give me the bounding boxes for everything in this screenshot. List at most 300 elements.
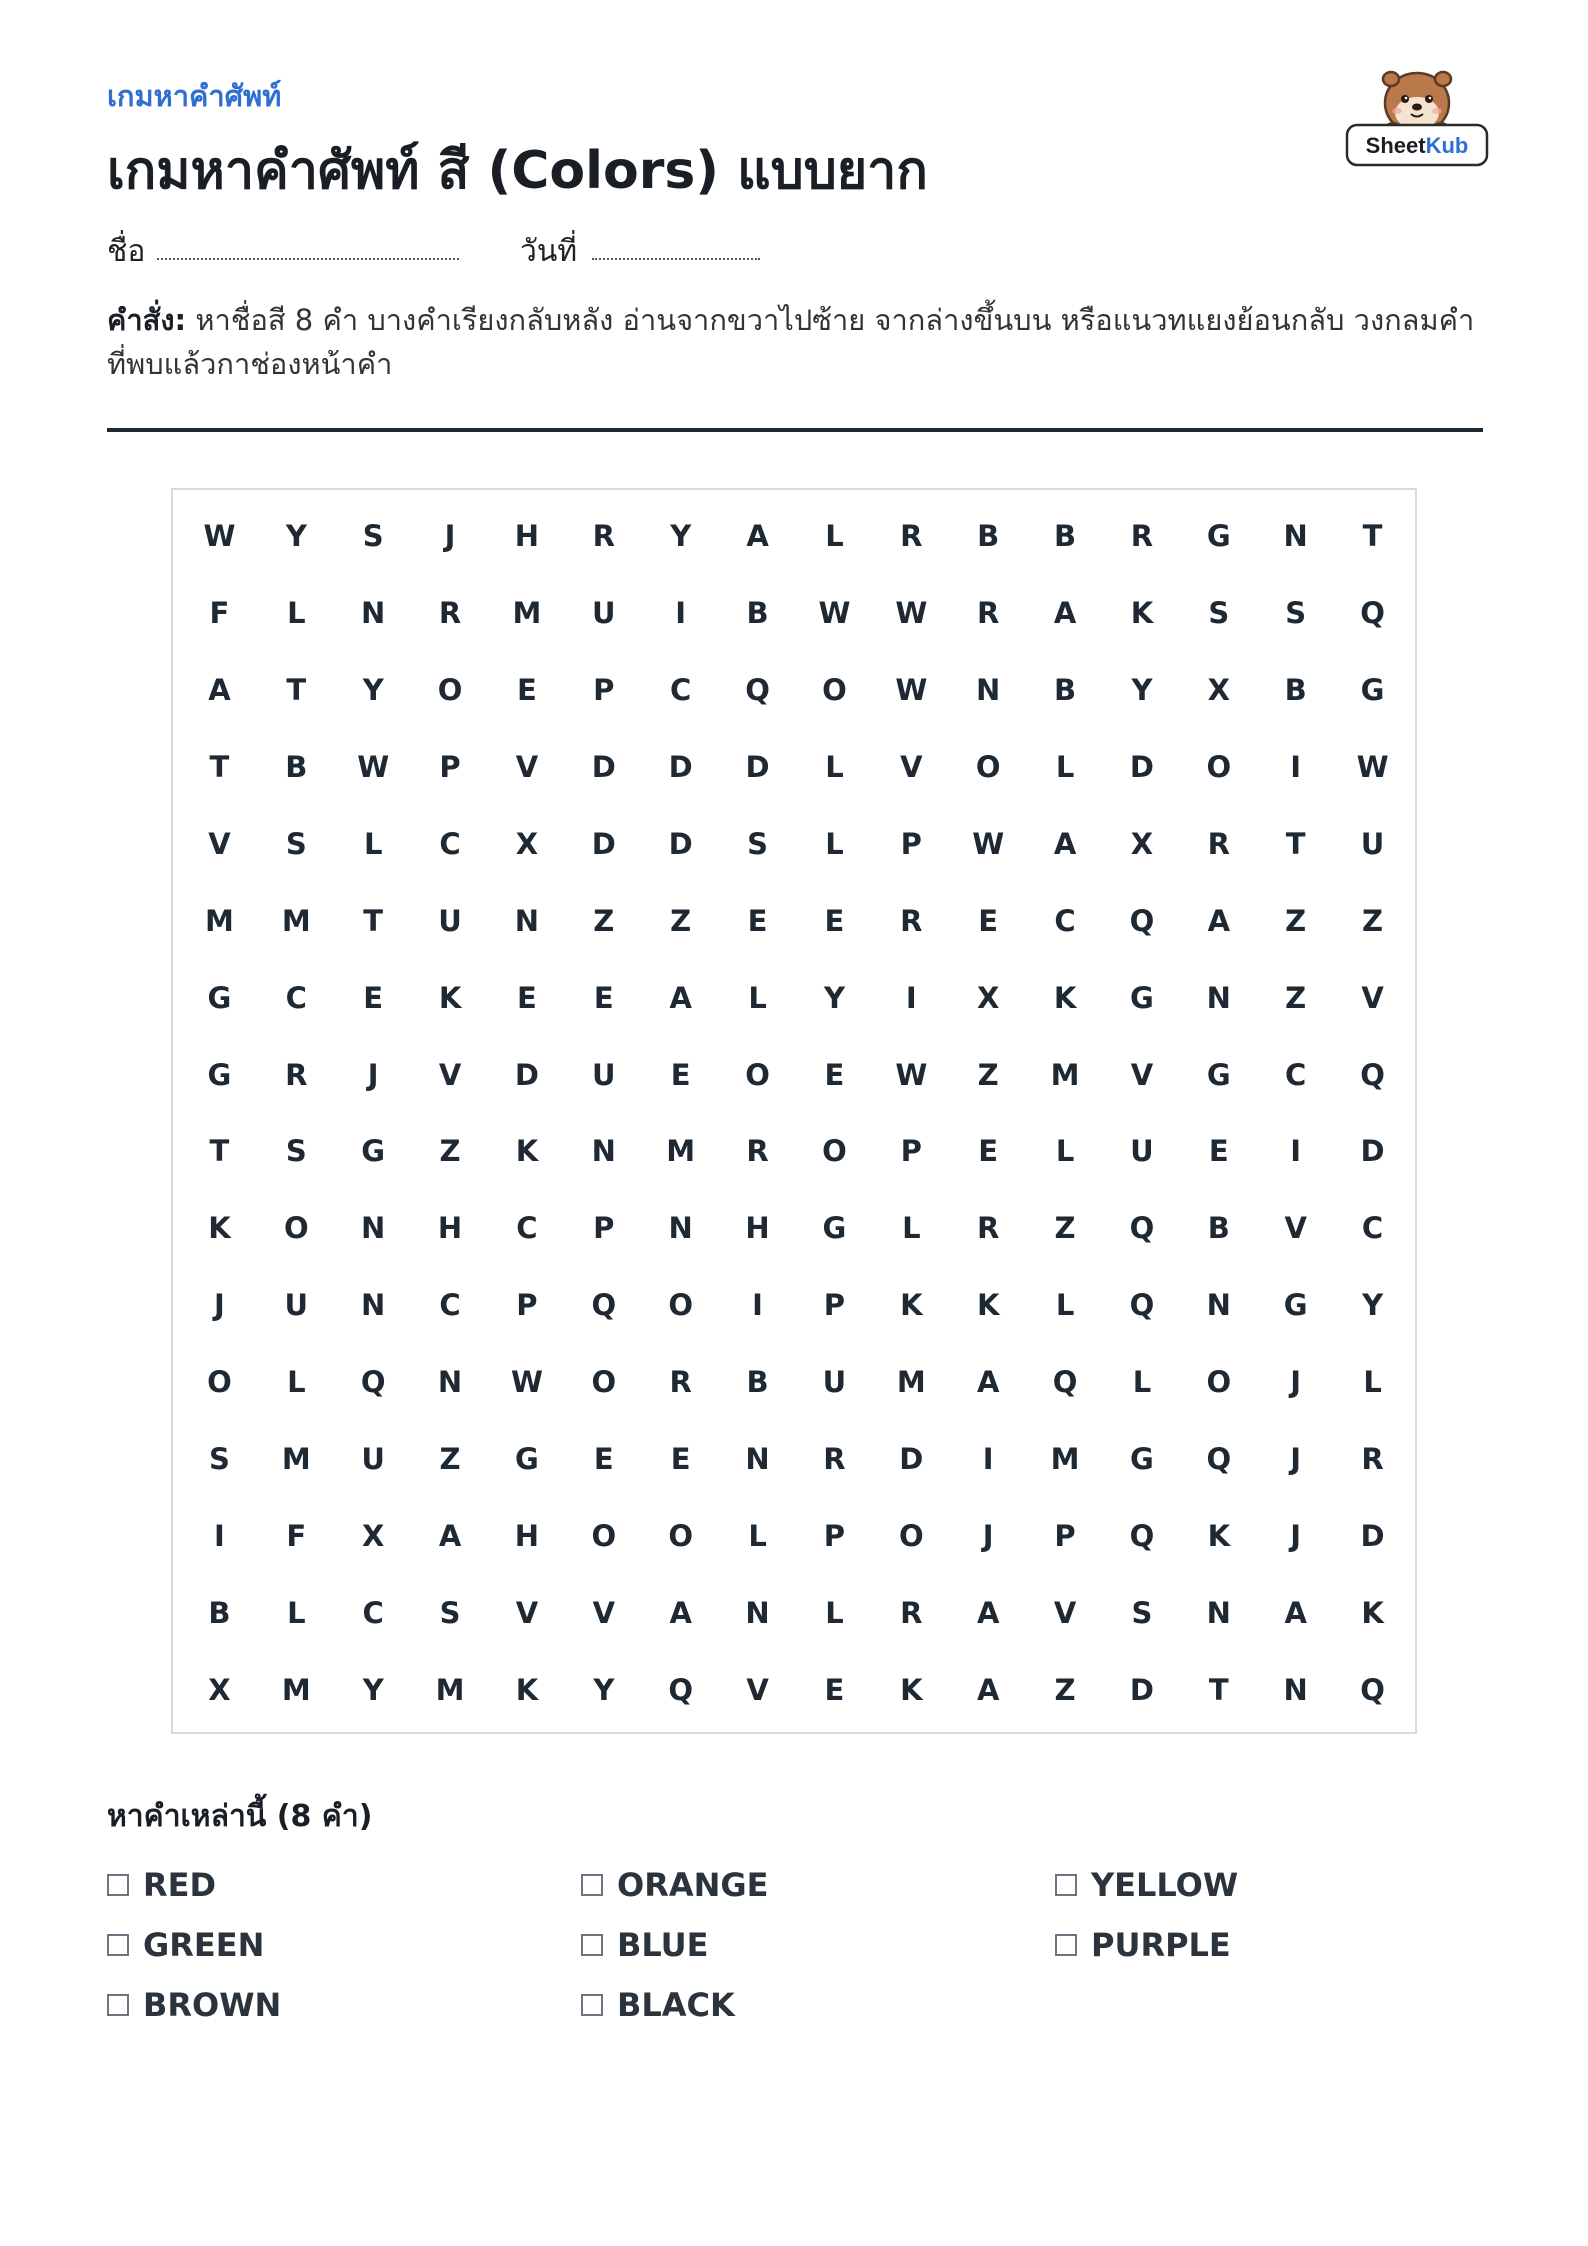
grid-cell[interactable]: W [895, 596, 928, 631]
grid-cell[interactable]: K [515, 1672, 539, 1707]
grid-cell[interactable]: S [362, 519, 384, 554]
grid-cell[interactable]: E [747, 903, 768, 938]
grid-cell[interactable]: W [895, 673, 928, 708]
grid-cell[interactable]: P [1054, 1518, 1076, 1553]
grid-cell[interactable]: Z [1054, 1211, 1076, 1246]
grid-cell[interactable]: Q [591, 1288, 617, 1323]
grid-cell[interactable]: V [438, 1057, 462, 1092]
grid-cell[interactable]: R [823, 1441, 846, 1476]
grid-cell[interactable]: E [824, 903, 845, 938]
grid-cell[interactable]: G [1360, 673, 1385, 708]
grid-cell[interactable]: R [592, 519, 615, 554]
grid-cell[interactable]: S [1285, 596, 1307, 631]
grid-cell[interactable]: Q [1129, 903, 1155, 938]
date-label: วันที่ [520, 234, 578, 269]
grid-cell[interactable]: G [822, 1211, 847, 1246]
grid-cell[interactable]: U [361, 1441, 385, 1476]
grid-cell[interactable]: O [822, 673, 847, 708]
grid-cell[interactable]: N [1283, 519, 1308, 554]
instructions-text: หาชื่อสี 8 คำ บางคำเรียงกลับหลัง อ่านจากขวาไปซ้าย จากล่างขึ้นบน หรือแนวทแยงย้อนกลับ วงกลมคำที่พบแล้วกาช่องหน้าคำ [107, 303, 1475, 381]
grid-cell[interactable]: L [1132, 1365, 1152, 1400]
grid-cell[interactable]: Y [593, 1672, 615, 1707]
grid-cell[interactable]: A [438, 1518, 462, 1553]
grid-cell[interactable]: T [286, 673, 307, 708]
grid-cell[interactable]: M [896, 1365, 926, 1400]
grid-cell[interactable]: W [818, 596, 851, 631]
grid-cell[interactable]: K [438, 980, 462, 1015]
header-divider [107, 428, 1483, 432]
logo-text-dark: Sheet [1365, 133, 1426, 158]
grid-cell[interactable]: E [517, 673, 537, 708]
grid-cell[interactable]: Z [1362, 903, 1384, 938]
name-line[interactable] [157, 258, 459, 260]
grid-cell[interactable]: M [1050, 1441, 1080, 1476]
grid-cell[interactable]: N [745, 1441, 770, 1476]
grid-cell[interactable]: X [515, 826, 539, 861]
grid-cell[interactable]: Q [1360, 1057, 1385, 1092]
grid-cell[interactable]: J [1290, 1365, 1302, 1400]
grid-cell[interactable]: A [976, 1595, 1000, 1630]
grid-cell[interactable]: W [203, 519, 236, 554]
grid-cell[interactable]: K [900, 1672, 923, 1707]
word-list-item[interactable] [581, 1915, 1055, 1975]
grid-cell[interactable]: M [281, 903, 311, 938]
grid-cell[interactable]: R [746, 1134, 769, 1169]
grid-cell[interactable]: D [591, 826, 616, 861]
grid-cell[interactable]: P [593, 673, 615, 708]
grid-cell[interactable]: U [284, 1288, 309, 1323]
grid-cell[interactable]: N [1283, 1672, 1308, 1707]
word-list-item[interactable] [1055, 1915, 1507, 1975]
grid-cell[interactable]: O [668, 1518, 694, 1553]
instructions-label: คำสั่ง: [107, 303, 187, 337]
grid-cell[interactable]: A [976, 1672, 1000, 1707]
grid-cell[interactable]: J [367, 1057, 379, 1092]
grid-cell[interactable]: H [745, 1211, 770, 1246]
grid-cell[interactable]: J [444, 519, 456, 554]
grid-cell[interactable]: A [669, 980, 692, 1015]
grid-cell[interactable]: O [898, 1518, 924, 1553]
grid-cell[interactable]: K [976, 1288, 1000, 1323]
grid-cell[interactable]: R [900, 1595, 923, 1630]
grid-cell[interactable]: T [209, 1134, 230, 1169]
grid-cell[interactable]: U [592, 1057, 616, 1092]
grid-cell[interactable]: W [357, 750, 390, 785]
grid-cell[interactable]: Z [1285, 980, 1307, 1015]
grid-cell[interactable]: J [214, 1288, 225, 1323]
grid-cell[interactable]: C [439, 1288, 461, 1323]
checkbox-icon[interactable] [1055, 1934, 1077, 1956]
grid-cell[interactable]: V [515, 1595, 539, 1630]
grid-cell[interactable]: N [668, 1211, 693, 1246]
grid-cell[interactable]: X [1207, 673, 1230, 708]
grid-cell[interactable]: K [1361, 1595, 1384, 1630]
grid-cell[interactable]: W [895, 1057, 928, 1092]
grid-cell[interactable]: K [515, 1134, 539, 1169]
letter-grid [181, 498, 1411, 1728]
grid-cell[interactable]: N [745, 1595, 770, 1630]
grid-cell[interactable]: C [439, 826, 461, 861]
grid-cell[interactable]: D [1129, 750, 1154, 785]
grid-cell[interactable]: V [208, 826, 231, 861]
grid-cell[interactable]: R [669, 1365, 692, 1400]
grid-cell[interactable]: Y [823, 980, 845, 1015]
svg-text:SheetKub [1366, 133, 1469, 158]
grid-cell[interactable]: Z [439, 1134, 461, 1169]
grid-cell[interactable]: X [362, 1518, 385, 1553]
grid-cell[interactable]: U [1360, 826, 1385, 861]
date-line[interactable] [592, 258, 760, 260]
logo-text-accent: Kub [1425, 133, 1469, 158]
grid-cell[interactable]: J [982, 1518, 994, 1553]
grid-cell[interactable]: M [1050, 1057, 1080, 1092]
grid-cell[interactable]: S [285, 1134, 307, 1169]
grid-cell[interactable]: O [591, 1365, 617, 1400]
grid-cell[interactable]: V [1130, 1057, 1154, 1092]
date-field[interactable] [520, 228, 770, 268]
grid-cell[interactable]: K [1130, 596, 1154, 631]
grid-cell[interactable]: N [361, 1211, 386, 1246]
grid-cell[interactable]: R [900, 519, 923, 554]
grid-cell[interactable]: P [823, 1288, 846, 1323]
grid-cell[interactable]: Y [1362, 1288, 1384, 1323]
grid-cell[interactable]: A [1284, 1595, 1307, 1630]
grid-cell[interactable]: X [977, 980, 1000, 1015]
grid-cell[interactable]: K [208, 1211, 231, 1246]
grid-cell[interactable]: L [825, 750, 844, 785]
grid-cell[interactable]: B [285, 750, 308, 785]
grid-cell[interactable]: M [666, 1134, 696, 1169]
grid-cell[interactable]: G [1206, 1057, 1231, 1092]
grid-cell[interactable]: B [746, 1365, 769, 1400]
grid-cell[interactable]: G [1130, 1441, 1154, 1476]
grid-cell[interactable]: D [668, 750, 693, 785]
grid-cell[interactable]: C [362, 1595, 384, 1630]
grid-cell[interactable]: V [746, 1672, 769, 1707]
grid-cell[interactable]: P [516, 1288, 538, 1323]
checkbox-icon[interactable] [581, 1874, 603, 1896]
grid-cell[interactable]: R [900, 903, 923, 938]
grid-cell[interactable]: B [1207, 1211, 1230, 1246]
grid-cell[interactable]: W [972, 826, 1005, 861]
grid-cell[interactable]: D [1129, 1672, 1154, 1707]
grid-cell[interactable]: F [286, 1518, 307, 1553]
grid-cell[interactable]: O [745, 1057, 770, 1092]
grid-cell[interactable]: S [208, 1441, 230, 1476]
grid-cell[interactable]: Y [362, 1672, 384, 1707]
grid-cell[interactable]: E [1208, 1134, 1229, 1169]
grid-cell[interactable]: M [435, 1672, 465, 1707]
grid-cell[interactable]: T [1208, 1672, 1229, 1707]
grid-cell[interactable]: R [977, 596, 1000, 631]
grid-cell[interactable]: Z [439, 1441, 461, 1476]
grid-cell[interactable]: E [517, 980, 537, 1015]
grid-cell[interactable]: G [1206, 519, 1231, 554]
grid-cell[interactable]: E [670, 1441, 691, 1476]
word-label: BLACK [617, 1986, 735, 2024]
grid-cell[interactable]: Y [670, 519, 692, 554]
word-list [107, 1855, 1507, 2035]
grid-cell[interactable]: Q [745, 673, 770, 708]
word-list-item[interactable] [1055, 1855, 1507, 1915]
grid-cell[interactable]: I [675, 596, 687, 631]
word-list-heading: หาคำเหล่านี้ (8 คำ) [107, 1799, 373, 1834]
grid-cell[interactable]: Z [593, 903, 615, 938]
checkbox-icon[interactable] [581, 1934, 603, 1956]
grid-cell[interactable]: O [1206, 1365, 1232, 1400]
grid-cell[interactable]: Y [285, 519, 307, 554]
grid-cell[interactable]: M [205, 903, 234, 938]
grid-cell[interactable]: N [437, 1365, 463, 1400]
word-label: GREEN [143, 1926, 265, 1964]
grid-cell[interactable]: L [1363, 1365, 1382, 1400]
grid-cell[interactable]: X [1130, 826, 1154, 861]
word-label: BROWN [143, 1986, 282, 2024]
instructions [107, 298, 1487, 386]
grid-cell[interactable]: D [745, 750, 770, 785]
grid-cell[interactable]: S [285, 826, 307, 861]
grid-cell[interactable]: E [593, 980, 614, 1015]
grid-cell[interactable]: J [1290, 1518, 1302, 1553]
grid-cell[interactable]: M [281, 1441, 311, 1476]
grid-cell[interactable]: D [514, 1057, 539, 1092]
grid-cell[interactable]: U [592, 596, 616, 631]
grid-cell[interactable]: L [1055, 750, 1075, 785]
grid-cell[interactable]: N [591, 1134, 616, 1169]
grid-cell[interactable]: P [439, 750, 461, 785]
grid-cell[interactable]: E [978, 903, 999, 938]
grid-cell[interactable]: V [1361, 980, 1384, 1015]
grid-cell[interactable]: L [287, 1365, 306, 1400]
grid-cell[interactable]: N [1206, 1595, 1231, 1630]
grid-cell[interactable]: U [1130, 1134, 1154, 1169]
grid-cell[interactable]: G [207, 1057, 232, 1092]
grid-cell[interactable]: Q [360, 1365, 386, 1400]
grid-cell[interactable]: E [824, 1672, 845, 1707]
word-list-item[interactable] [581, 1855, 1055, 1915]
checkbox-icon[interactable] [107, 1934, 129, 1956]
grid-cell[interactable]: Q [1129, 1518, 1155, 1553]
grid-cell[interactable]: R [1130, 519, 1154, 554]
grid-cell[interactable]: M [281, 1672, 311, 1707]
grid-cell[interactable]: L [748, 1518, 767, 1553]
grid-cell[interactable]: R [977, 1211, 1000, 1246]
grid-cell[interactable]: N [976, 673, 1001, 708]
grid-cell[interactable]: C [1361, 1211, 1384, 1246]
word-label: PURPLE [1091, 1926, 1231, 1964]
grid-cell[interactable]: J [1290, 1441, 1302, 1476]
checkbox-icon[interactable] [107, 1874, 129, 1896]
grid-cell[interactable]: N [361, 596, 386, 631]
grid-cell[interactable]: V [1053, 1595, 1077, 1630]
name-field[interactable] [107, 228, 467, 268]
grid-cell[interactable]: B [1284, 673, 1307, 708]
grid-cell[interactable]: L [748, 980, 767, 1015]
grid-cell[interactable]: I [1290, 750, 1302, 785]
grid-cell[interactable]: W [1356, 750, 1389, 785]
grid-cell[interactable]: L [363, 826, 383, 861]
name-label: ชื่อ [107, 234, 146, 269]
grid-cell[interactable]: D [1360, 1134, 1385, 1169]
word-search-grid [171, 488, 1417, 1734]
grid-cell[interactable]: N [361, 1288, 386, 1323]
grid-cell[interactable]: A [746, 519, 769, 554]
checkbox-icon[interactable] [1055, 1874, 1077, 1896]
grid-cell[interactable]: O [822, 1134, 847, 1169]
grid-cell[interactable]: K [1053, 980, 1077, 1015]
grid-cell[interactable]: R [1207, 826, 1230, 861]
grid-cell[interactable]: C [1054, 903, 1076, 938]
grid-cell[interactable]: R [438, 596, 462, 631]
grid-cell[interactable]: V [515, 750, 539, 785]
grid-cell[interactable]: L [825, 826, 844, 861]
grid-cell[interactable]: L [825, 1595, 844, 1630]
grid-cell[interactable]: T [363, 903, 384, 938]
grid-cell[interactable]: P [593, 1211, 615, 1246]
category-label: เกมหาคำศัพท์ [107, 79, 282, 113]
word-label: BLUE [617, 1926, 709, 1964]
grid-cell[interactable]: Q [1360, 1672, 1385, 1707]
grid-cell[interactable]: D [668, 826, 693, 861]
grid-cell[interactable]: B [746, 596, 769, 631]
grid-cell[interactable]: S [747, 826, 768, 861]
grid-cell[interactable]: V [592, 1595, 616, 1630]
grid-cell[interactable]: N [1206, 1288, 1231, 1323]
grid-cell[interactable]: X [208, 1672, 231, 1707]
grid-cell[interactable]: C [1285, 1057, 1307, 1092]
word-list-item[interactable] [107, 1975, 581, 2035]
grid-cell[interactable]: O [668, 1288, 694, 1323]
grid-cell[interactable]: E [670, 1057, 691, 1092]
grid-cell[interactable]: A [1207, 903, 1231, 938]
grid-cell[interactable]: D [591, 750, 616, 785]
grid-cell[interactable]: Q [1360, 596, 1385, 631]
grid-cell[interactable]: O [591, 1518, 617, 1553]
grid-cell[interactable]: H [514, 1518, 540, 1553]
grid-cell[interactable]: A [1053, 826, 1077, 861]
word-list-item[interactable] [107, 1915, 581, 1975]
checkbox-icon[interactable] [107, 1994, 129, 2016]
grid-cell[interactable]: P [900, 826, 922, 861]
grid-cell[interactable]: D [1360, 1518, 1385, 1553]
grid-cell[interactable]: A [669, 1595, 692, 1630]
grid-cell[interactable]: Q [668, 1672, 694, 1707]
grid-cell[interactable]: L [287, 596, 306, 631]
grid-cell[interactable]: S [439, 1595, 461, 1630]
word-label: ORANGE [617, 1866, 769, 1904]
grid-cell[interactable]: L [287, 1595, 306, 1630]
grid-cell[interactable]: K [1207, 1518, 1231, 1553]
grid-cell[interactable]: I [752, 1288, 763, 1323]
grid-cell[interactable]: Y [362, 673, 384, 708]
grid-cell[interactable]: B [208, 1595, 231, 1630]
grid-cell[interactable]: O [975, 750, 1001, 785]
grid-cell[interactable]: S [1208, 596, 1230, 631]
grid-cell[interactable]: W [510, 1365, 543, 1400]
grid-cell[interactable]: I [982, 1441, 994, 1476]
grid-cell[interactable]: P [900, 1134, 922, 1169]
grid-cell[interactable]: I [905, 980, 917, 1015]
grid-cell[interactable]: S [1131, 1595, 1153, 1630]
grid-cell[interactable]: V [1284, 1211, 1307, 1246]
grid-cell[interactable]: L [902, 1211, 921, 1246]
grid-cell[interactable]: B [977, 519, 1000, 554]
grid-cell[interactable]: E [978, 1134, 999, 1169]
grid-cell[interactable]: C [670, 673, 692, 708]
grid-cell[interactable]: D [899, 1441, 924, 1476]
grid-cell[interactable]: N [1206, 980, 1231, 1015]
grid-cell[interactable]: L [825, 519, 844, 554]
grid-cell[interactable]: O [283, 1211, 309, 1246]
word-list-item[interactable] [581, 1975, 1055, 2035]
grid-cell[interactable]: R [1361, 1441, 1384, 1476]
grid-cell[interactable]: U [438, 903, 462, 938]
grid-cell[interactable]: B [1054, 673, 1077, 708]
grid-cell[interactable]: Z [1054, 1672, 1076, 1707]
grid-cell[interactable]: Y [1131, 673, 1153, 708]
grid-cell[interactable]: T [209, 750, 230, 785]
grid-cell[interactable]: O [1206, 750, 1232, 785]
grid-cell[interactable]: A [1053, 596, 1077, 631]
grid-cell[interactable]: A [976, 1365, 1000, 1400]
page-title: เกมหาคำศัพท์ สี (Colors) แบบยาก [107, 141, 928, 201]
grid-cell[interactable]: B [1054, 519, 1077, 554]
grid-cell[interactable]: P [823, 1518, 846, 1553]
grid-cell[interactable]: E [593, 1441, 614, 1476]
word-label: RED [143, 1866, 217, 1904]
grid-cell[interactable]: I [1290, 1134, 1302, 1169]
grid-cell[interactable]: H [514, 519, 540, 554]
word-list-item[interactable] [107, 1855, 581, 1915]
word-label: YELLOW [1091, 1866, 1239, 1904]
grid-cell[interactable]: L [1055, 1134, 1075, 1169]
grid-cell[interactable]: G [207, 980, 232, 1015]
grid-cell[interactable]: E [824, 1057, 845, 1092]
checkbox-icon[interactable] [581, 1994, 603, 2016]
grid-cell[interactable]: A [208, 673, 231, 708]
grid-cell[interactable]: Z [670, 903, 692, 938]
grid-cell[interactable]: K [900, 1288, 923, 1323]
grid-cell[interactable]: H [437, 1211, 463, 1246]
grid-cell[interactable]: G [361, 1134, 386, 1169]
grid-cell[interactable]: I [214, 1518, 225, 1553]
grid-cell[interactable]: C [516, 1211, 538, 1246]
grid-cell[interactable]: U [822, 1365, 847, 1400]
grid-cell[interactable]: N [514, 903, 540, 938]
grid-cell[interactable]: O [207, 1365, 232, 1400]
grid-cell[interactable]: M [512, 596, 542, 631]
grid-cell[interactable]: G [515, 1441, 539, 1476]
grid-cell[interactable]: L [1055, 1288, 1075, 1323]
grid-cell[interactable]: Q [1129, 1288, 1155, 1323]
grid-cell[interactable]: G [1283, 1288, 1308, 1323]
grid-cell[interactable]: Z [1285, 903, 1307, 938]
grid-cell[interactable]: O [437, 673, 463, 708]
sheetkub-logo [1343, 63, 1491, 171]
grid-cell[interactable]: R [285, 1057, 308, 1092]
grid-cell[interactable]: T [1285, 826, 1306, 861]
grid-cell[interactable]: F [209, 596, 230, 631]
grid-cell[interactable]: Z [977, 1057, 999, 1092]
grid-cell[interactable]: Q [1052, 1365, 1078, 1400]
grid-cell[interactable]: C [285, 980, 307, 1015]
grid-cell[interactable]: G [1130, 980, 1154, 1015]
grid-cell[interactable]: T [1362, 519, 1383, 554]
grid-cell[interactable]: Q [1206, 1441, 1232, 1476]
grid-cell[interactable]: Q [1129, 1211, 1155, 1246]
grid-cell[interactable]: E [363, 980, 384, 1015]
grid-cell[interactable]: V [900, 750, 923, 785]
